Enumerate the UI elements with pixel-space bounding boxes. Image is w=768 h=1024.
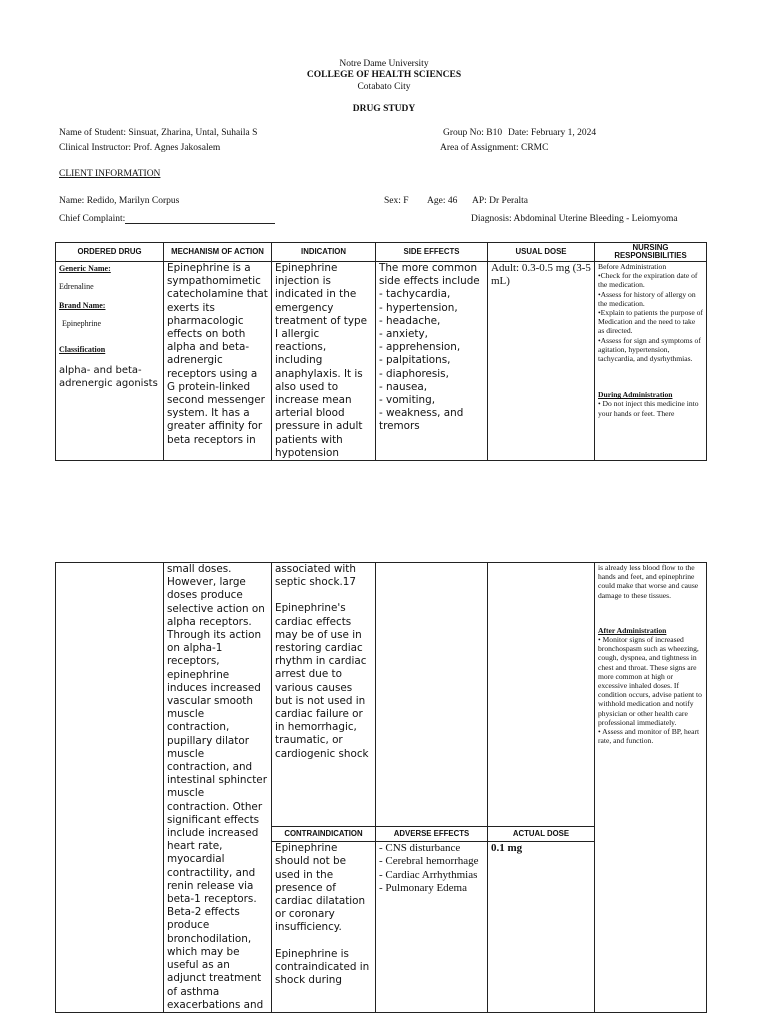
- indication-text-2b: Epinephrine's cardiac effects may be of use in restoring cardiac rhythm in cardiac arrest due to various causes but is not used in cardiac failure or in hemorrhagic, traumatic, or cardiogenic shock: [275, 602, 369, 760]
- col-header-usual-dose: USUAL DOSE: [488, 243, 595, 262]
- side-effects-cell-2: [376, 563, 488, 827]
- col-header-ordered-drug: ORDERED DRUG: [56, 243, 164, 262]
- client-info-title: CLIENT INFORMATION: [59, 169, 161, 179]
- col-header-nursing: NURSING RESPONSIBILITIES: [595, 243, 707, 262]
- list-item: - CNS disturbance: [379, 842, 461, 855]
- ordered-drug-cell: [56, 262, 164, 461]
- list-item: - weakness, and: [379, 407, 464, 420]
- list-item: - anxiety,: [379, 328, 428, 341]
- indication-text-2a: associated with septic shock.17: [275, 563, 356, 589]
- col-header-indication: INDICATION: [272, 243, 376, 262]
- side-effects-list: [379, 288, 484, 433]
- indication-cell-2: [272, 563, 376, 827]
- generic-name-label: Generic Name:: [59, 264, 111, 273]
- college-name: COLLEGE OF HEALTH SCIENCES: [306, 70, 462, 80]
- after-admin-title: After Administration: [598, 625, 667, 635]
- list-item: - palpitations,: [379, 354, 451, 367]
- diagnosis-line: Diagnosis: Abdominal Uterine Bleeding - Leiomyoma: [471, 214, 678, 224]
- list-item: - tachycardia,: [379, 288, 451, 301]
- list-item: - hypertension,: [379, 301, 458, 314]
- list-item: - headache,: [379, 314, 441, 327]
- before-admin-item: •Check for the expiration date of the medication.: [598, 271, 698, 290]
- university-name: Notre Dame University: [339, 59, 429, 69]
- chief-complaint-line: [59, 214, 275, 224]
- indication-cell-1: Epinephrine injection is indicated in the emergency treatment of type I allergic reactions, including anaphylaxis. It is also used to increase mean arterial blood pressure in adult patients with hypotension: [272, 262, 376, 461]
- generic-name-value: Edrenaline: [59, 282, 94, 292]
- side-effects-intro: The more common side effects include: [379, 262, 480, 288]
- age-line: Age: 46: [427, 196, 458, 206]
- document-title: DRUG STUDY: [352, 104, 416, 114]
- usual-dose-cell: Adult: 0.3-0.5 mg (3-5 mL): [488, 262, 595, 461]
- before-admin-item: •Assess for sign and symptoms of agitation, hypertension, tachycardia, and dysrhythmias.: [598, 335, 701, 364]
- classification-label: Classification: [59, 344, 106, 354]
- ordered-drug-cell-2: [56, 563, 164, 1013]
- drug-table-page1: [55, 242, 707, 461]
- contraindication-text-2: Epinephrine is contraindicated in shock during: [275, 947, 370, 987]
- list-item: - Cerebral hemorrhage: [379, 855, 479, 868]
- list-item: tremors: [379, 420, 420, 433]
- col-header-contraindication: CONTRAINDICATION: [272, 827, 376, 842]
- col-header-actual-dose: ACTUAL DOSE: [488, 827, 595, 842]
- group-line: Group No: B10: [443, 128, 503, 138]
- nursing-cell-1: [595, 262, 707, 461]
- list-item: - diaphoresis,: [379, 367, 449, 380]
- instructor-line: Clinical Instructor: Prof. Agnes Jakosalem: [59, 143, 221, 153]
- usual-dose-cell-2: [488, 563, 595, 827]
- chief-complaint-blank: [125, 214, 275, 224]
- adverse-effects-list: [379, 842, 484, 895]
- during-admin-text: • Do not inject this medicine into your hands or feet. There: [598, 399, 699, 418]
- before-admin-item: •Assess for history of allergy on the medication.: [598, 289, 696, 308]
- contraindication-cell: [272, 842, 376, 1013]
- client-name-line: Name: Redido, Marilyn Corpus: [59, 196, 180, 206]
- classification-value: alpha- and beta-adrenergic agonists: [59, 365, 158, 390]
- chief-complaint-label: Chief Complaint:: [59, 214, 126, 224]
- brand-name-value: Epinephrine: [62, 319, 102, 329]
- date-line: Date: February 1, 2024: [508, 128, 597, 138]
- student-name-line: Name of Student: Sinsuat, Zharina, Untal, Suhaila S: [59, 128, 258, 138]
- contraindication-text-1: Epinephrine should not be used in the presence of cardiac dilatation or coronary insufficiency.: [275, 842, 366, 934]
- list-item: - vomiting,: [379, 394, 436, 407]
- after-admin-item: • Assess and monitor of BP, heart rate, and function.: [598, 727, 700, 746]
- col-header-adverse-effects: ADVERSE EFFECTS: [376, 827, 488, 842]
- during-admin-title: During Administration: [598, 390, 673, 400]
- ap-line: AP: Dr Peralta: [472, 196, 528, 206]
- drug-table-page2: [55, 562, 707, 1013]
- col-header-mechanism: MECHANISM OF ACTION: [164, 243, 272, 262]
- list-item: - Cardiac Arrhythmias: [379, 868, 478, 881]
- adverse-effects-cell: [376, 842, 488, 1013]
- mechanism-cell-2: small doses. However, large doses produce selective action on alpha receptors. Through its action on alpha-1 receptors, epinephrine induces increased vascular smooth muscle contraction, pupillary dilator muscle contraction, and intestinal sphincter muscle contraction. Other significant effects include increased heart rate, myocardial contractility, and renin release via beta-1 receptors. Beta-2 effects produce bronchodilation, which may be useful as an adjunct treatment of asthma exacerbations and: [164, 563, 272, 1013]
- during-admin-text-cont: is already less blood flow to the hands and feet, and epinephrine could make that worse and cause damage to these tissues.: [598, 563, 699, 600]
- side-effects-cell: [376, 262, 488, 461]
- col-header-side-effects: SIDE EFFECTS: [376, 243, 488, 262]
- after-admin-item: • Monitor signs of increased bronchospasm such as wheezing, cough, dyspnea, and tightness in chest and throat. These signs are more common at high or excessive inhaled doses. If condition occurs, advise patient to withhold medication and notify physician or other health care professional immediately.: [598, 635, 702, 727]
- list-item: - nausea,: [379, 380, 428, 393]
- actual-dose-cell: 0.1 mg: [488, 842, 595, 1013]
- before-admin-item: •Explain to patients the purpose of Medication and the need to take as directed.: [598, 308, 703, 336]
- brand-name-label: Brand Name:: [59, 300, 106, 310]
- list-item: - apprehension,: [379, 341, 461, 354]
- list-item: - Pulmonary Edema: [379, 881, 467, 894]
- sex-line: Sex: F: [384, 196, 409, 206]
- area-line: Area of Assignment: CRMC: [440, 143, 549, 153]
- mechanism-cell-1: Epinephrine is a sympathomimetic catecholamine that exerts its pharmacologic effects on both alpha and beta-adrenergic receptors using a G protein-linked second messenger system. It has a greater affinity for beta receptors in: [164, 262, 272, 461]
- before-admin-title: Before Administration: [598, 262, 667, 271]
- city-name: Cotabato City: [357, 82, 411, 92]
- nursing-cell-2: [595, 563, 707, 1013]
